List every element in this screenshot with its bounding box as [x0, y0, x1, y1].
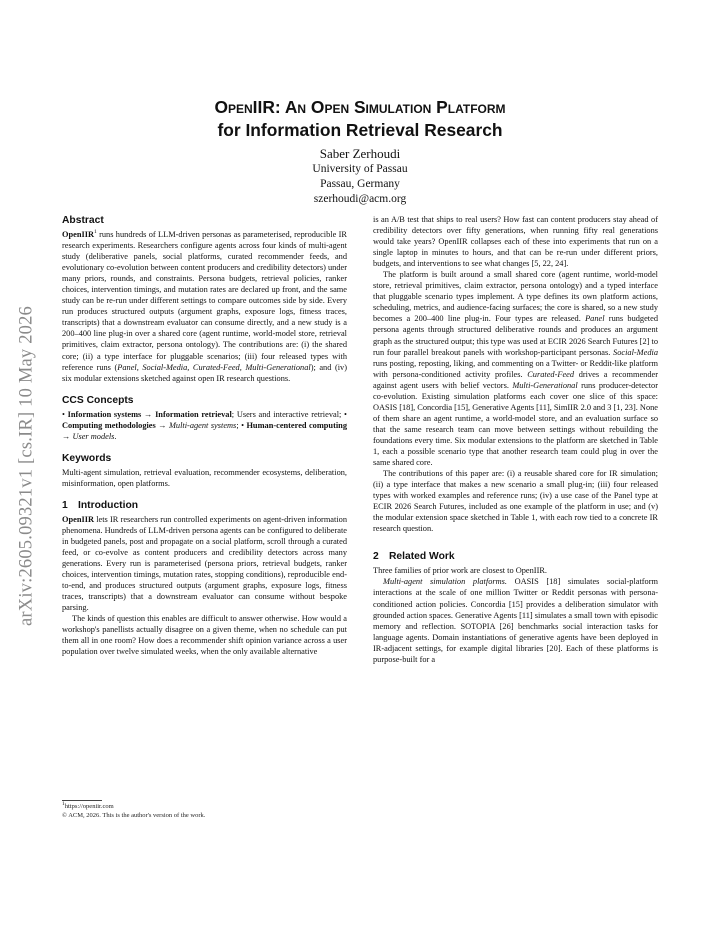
ccs-c1-bold2: Information retrieval	[155, 409, 232, 419]
intro-p4e: runs producer-detector co-evolution. Existing simulation platforms each cover one slice of this space: OASIS [18], Concordia [15], Generative Agents [11], SimIIR 2.0 and 3 [1, 23]. None of them share an agent runtime, a world-model store, and an evaluation surface so that the same research team can move between settings without rebuilding the foundations every time. Six modular extensions to the platform are sketched in Table 1, each a possible scenario type that another research team could plug in over the same shared core.	[373, 380, 658, 468]
intro-p4c: runs posting, reposting, liking, and commenting on a Twitter- or Reddit-like platform with persona-conditioned activity profiles.	[373, 358, 658, 379]
abstract-lead: OpenIIR	[62, 230, 94, 239]
footnote-url[interactable]	[62, 800, 347, 812]
footnote	[62, 800, 347, 820]
abstract-body-1: runs hundreds of LLM-driven personas as parameterised, reproducible IR research experiments. Researchers configure agents across four kinds of multi-agent study (deliberative panels, social platforms, curated recommender feeds, and evolutionary co-evolution between content producers and credibility detectors) under many priors, rounds, and constraints. Persona budgets, retrieval policies, ranker choices, intervention timings, and mutation rates are declared up front, and the same study can be re-run under different settings to compare outcomes side by side. Every run produces structured outputs (argument graphs, exposure logs, fitness traces, transcripts) that a downstream evaluator can consume directly, and a new study is a 200–400 line plug-in over a shared core (agent runtime, world-model store, retrieval primitives, claim extractor, persona ontology). The contributions are: (i) the shared core; (ii) a type interface for pluggable scenarios; (iii) four released types with reference runs (	[62, 230, 347, 372]
abstract-heading: Abstract	[62, 215, 104, 226]
ccs-c3-italic: User models	[72, 431, 115, 441]
footnote-rule	[62, 800, 102, 801]
abstract-text	[62, 229, 347, 384]
ccs-c3-bold: Human-centered computing	[246, 420, 347, 430]
intro-heading	[62, 499, 347, 512]
right-column	[373, 214, 658, 665]
ccs-c2-rest: ;	[236, 420, 239, 430]
intro-lead: OpenIIR	[62, 514, 94, 524]
arxiv-stamp	[14, 256, 40, 676]
footnote-marker[interactable]: 1	[94, 229, 97, 236]
footnote-url-text: https://openiir.com	[64, 803, 114, 810]
related-paragraph-2	[373, 576, 658, 664]
ccs-heading: CCS Concepts	[62, 394, 134, 406]
intro-p4-multi: Multi-Generational	[512, 380, 578, 390]
intro-paragraph-2: The kinds of question this enables are difficult to answer otherwise. How would a workshop's panellists actually disagree on a given theme, when no schedule can put them all in one room? How does a recommender shift opinion variance across a user population over twelve simulated weeks, when the only available alternative	[62, 614, 347, 657]
title-line-2: for Information Retrieval Research	[217, 120, 503, 140]
intro-paragraph-4: The contributions of this paper are: (i) a reusable shared core for IR simulation; (ii) a type interface that makes a new scenario a small plug-in; (iii) four released types with worked examples and reference runs; (iv) a use case of the Panel type at ECIR 2026 Search Futures, included as one example of the platform in use; and (v) the modular extension space sketched in Table 1, with each row tied to a concrete IR research question.	[373, 469, 658, 534]
intro-number: 1	[62, 499, 68, 511]
intro-paragraph-1	[62, 514, 347, 613]
related-heading	[373, 550, 658, 563]
footnote-copyright: © ACM, 2026. This is the author's version of the work.	[62, 811, 206, 819]
intro-p4-curated: Curated-Feed	[527, 369, 575, 379]
ccs-c2-italic: Multi-agent systems	[168, 420, 237, 430]
intro-p4a: The platform is built around a small shared core (agent runtime, world-model store, retrieval primitives, claim extractor, persona ontology) and a typed interface that pluggable scenario types implement. A type defines its own platform actions, scheduling, metrics, and audience-facing surfaces; the core is shared, so a new study becomes a 200–400 line plug-in. Four types are released.	[373, 270, 658, 324]
author-block	[160, 146, 560, 207]
paper-title	[120, 96, 600, 142]
ccs-c1-bold: Information systems	[67, 409, 142, 419]
intro-p4-panel: Panel	[585, 314, 605, 324]
related-p2-italic: Multi-agent simulation platforms.	[383, 577, 507, 587]
related-paragraph-1: Three families of prior work are closest to OpenIIR.	[373, 566, 548, 576]
keywords-heading: Keywords	[62, 452, 112, 464]
author-affiliation: University of Passau	[312, 163, 408, 175]
related-title: Related Work	[389, 551, 455, 563]
intro-paragraph-3	[373, 269, 658, 468]
ccs-c1-arrow: →	[141, 409, 156, 419]
arxiv-stamp-text: arXiv:2605.09321v1 [cs.IR] 10 May 2026	[16, 305, 37, 627]
ccs-c2-arrow: →	[155, 420, 169, 430]
intro-paragraph-2-cont: is an A/B test that ships to real users? How fast can content producers stay ahead of credibility detectors over fifty generations, when running fifty real generations would take years? OpenIIR collapses each of these into experiments that run on a single laptop in minutes to hours, and that can be re-run under different priors, budgets, and interventions to see what changes [5, 22, 24].	[373, 215, 658, 269]
ccs-c1-rest: ; Users and interactive retrieval;	[231, 409, 342, 419]
ccs-text: • Information systems → Information retrieval; Users and interactive retrieval; • Computing methodologies → Multi-agent systems; • Human-centered computing → User models.	[62, 409, 347, 441]
author-location: Passau, Germany	[320, 178, 400, 190]
ccs-c3-rest: .	[114, 431, 117, 441]
intro-title: Introduction	[78, 499, 139, 511]
keywords-text: Multi-agent simulation, retrieval evaluation, recommender ecosystems, deliberation, misinformation, open platforms.	[62, 467, 347, 488]
abstract-body-2: ); and (iv) six modular extensions sketched against open IR research questions.	[62, 362, 347, 383]
left-column	[62, 214, 347, 658]
related-p2-text: OASIS [18] simulates social-platform interactions at the scale of one million Twitter or Reddit personas with persona-conditioned action policies. Concordia [15] provides a deliberation simulator with grounded action spaces. Generative Agents [11] simulates a small town with episodic memory and reflection. SOTOPIA [26] benchmarks social interaction tasks for language agents. Domain instantiations of generative agents have been deployed in IR-adjacent settings, for example digital libraries [20]. Each of these platforms is purpose-built for a	[373, 577, 658, 664]
title-line-1: OpenIIR: An Open Simulation Platform	[214, 97, 506, 117]
related-number: 2	[373, 551, 379, 563]
ccs-c3-arrow: →	[62, 431, 73, 441]
author-name: Saber Zerhoudi	[319, 146, 401, 161]
ccs-c2-bold: Computing methodologies	[62, 420, 156, 430]
intro-p4-social: Social-Media	[613, 347, 658, 357]
intro-p1-text: lets IR researchers run controlled experiments on agent-driven information phenomena. Hundreds of LLM-driven persona agents can be configured to deliberate in budgeted panels, post and propagate on a social platform, scroll through a curated feed, or co-evolve as content producers and credibility detectors across many generations. Every run is parameterised (persona priors, retrieval budgets, ranker choices, intervention timings, mutation rates, stopping conditions), reproducible end-to-end, and produces structured outputs (argument graphs, exposure logs, fitness traces, transcripts) that a downstream evaluator can consume without bespoke parsing.	[62, 514, 347, 613]
footnote-url-marker: 1	[62, 800, 65, 807]
abstract-types: Panel, Social-Media, Curated-Feed, Multi-Generational	[117, 362, 311, 372]
intro-p4b: runs budgeted persona agents through structured deliberative rounds and produces an argument graph as the structured output; this type was used at ECIR 2026 Search Futures [2] to run four parallel breakout panels with workshop-participant personas.	[373, 314, 658, 357]
intro-p4d: drives a recommender against agent users with belief vectors.	[373, 369, 658, 390]
author-email[interactable]: szerhoudi@acm.org	[313, 193, 407, 205]
